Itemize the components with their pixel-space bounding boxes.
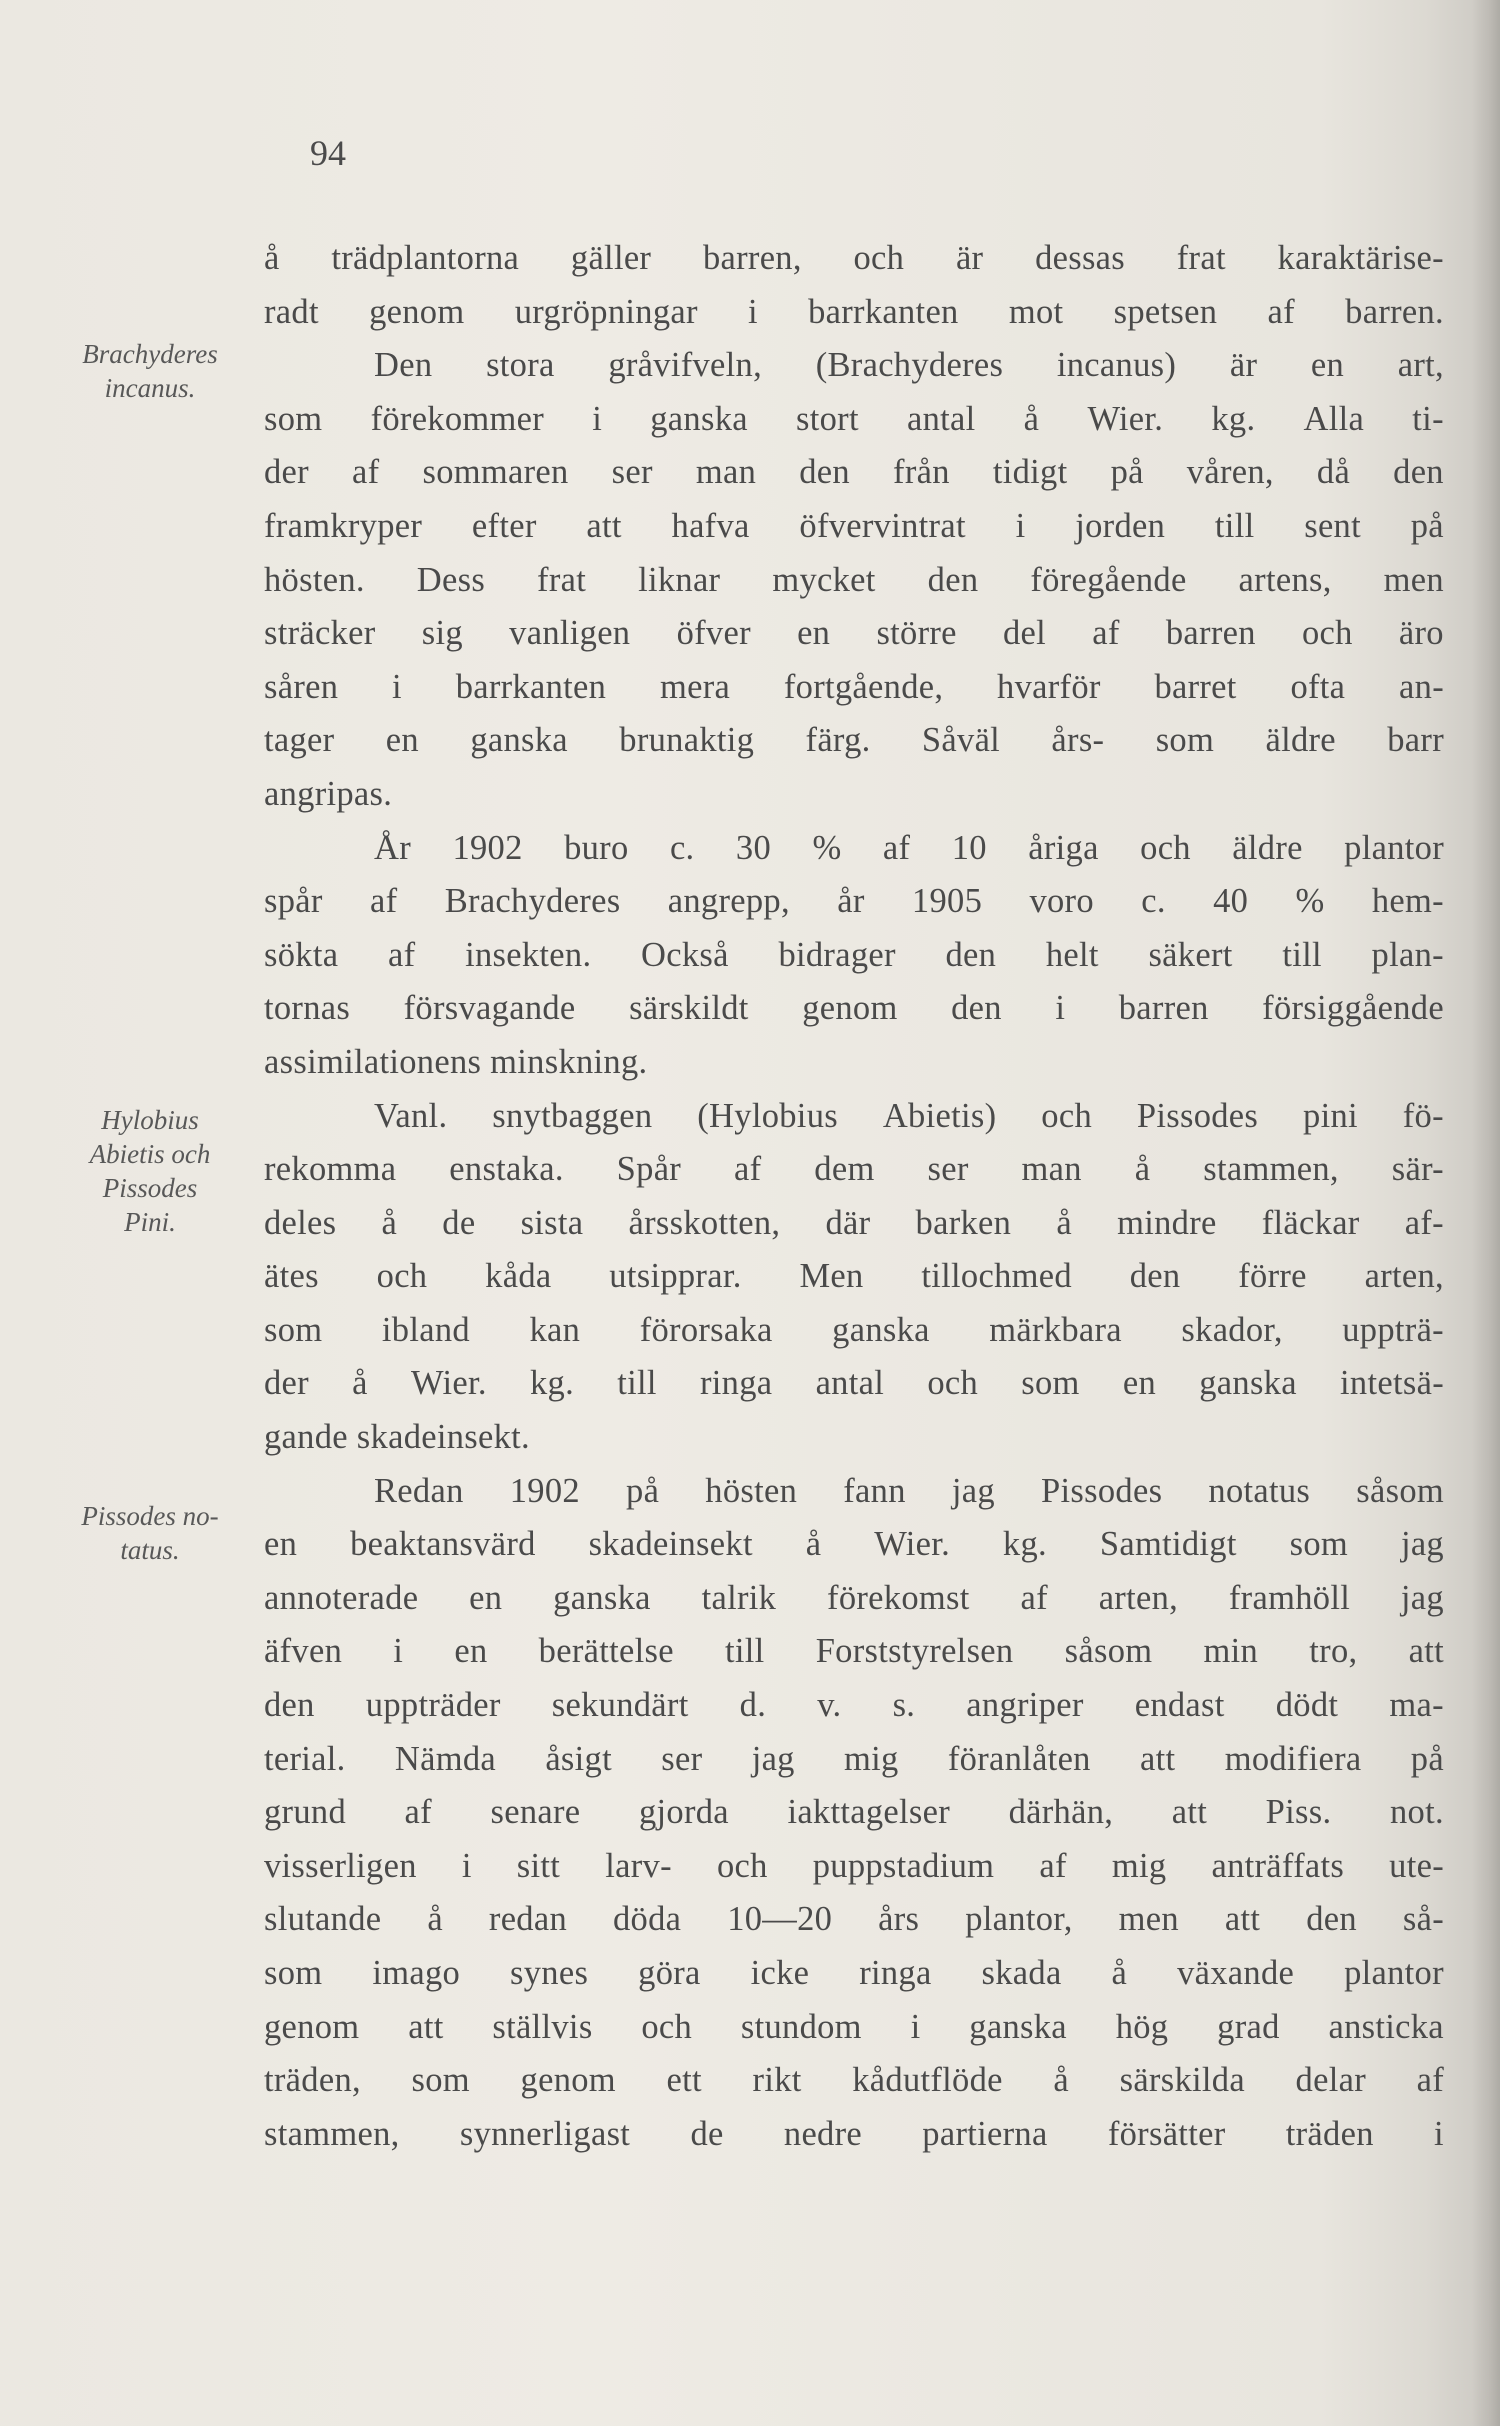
page-number: 94 bbox=[310, 133, 346, 173]
margin-note-line: incanus. bbox=[104, 373, 196, 403]
margin-note-line: Pissodes bbox=[102, 1173, 198, 1203]
margin-note-brachyderes bbox=[55, 337, 245, 405]
text-line: den uppträder sekundärt d. v. s. angriper endast dödt ma- bbox=[264, 1686, 1444, 1725]
text-line: År 1902 buro c. 30 % af 10 åriga och äldre plantor bbox=[374, 828, 1444, 867]
margin-note-line: Abietis och bbox=[89, 1139, 211, 1169]
text-line: gande skadeinsekt. bbox=[264, 1418, 530, 1457]
margin-note-line: tatus. bbox=[120, 1535, 180, 1565]
text-line: der af sommaren ser man den från tidigt på våren, då den bbox=[264, 453, 1444, 492]
text-line: hösten. Dess frat liknar mycket den föregående artens, men bbox=[264, 560, 1444, 599]
text-line: sökta af insekten. Också bidrager den helt säkert till plan- bbox=[264, 935, 1444, 974]
text-line: som förekommer i ganska stort antal å Wier. kg. Alla ti- bbox=[264, 399, 1444, 438]
text-line: sträcker sig vanligen öfver en större del af barren och äro bbox=[264, 614, 1444, 653]
text-line: tager en ganska brunaktig färg. Såväl års- som äldre barr bbox=[264, 721, 1444, 760]
text-line: Vanl. snytbaggen (Hylobius Abietis) och Pissodes pini fö- bbox=[374, 1096, 1444, 1135]
text-line: Den stora gråvifveln, (Brachyderes incanus) är en art, bbox=[374, 346, 1444, 385]
text-line: såren i barrkanten mera fortgående, hvarför barret ofta an- bbox=[264, 667, 1444, 706]
margin-note-line: Hylobius bbox=[101, 1105, 199, 1135]
text-line: Redan 1902 på hösten fann jag Pissodes notatus såsom bbox=[374, 1471, 1444, 1510]
text-line: genom att ställvis och stundom i ganska hög grad ansticka bbox=[264, 2007, 1444, 2046]
text-line: som imago synes göra icke ringa skada å växande plantor bbox=[264, 1954, 1444, 1992]
margin-note-hylobius-pissodes bbox=[55, 1103, 245, 1239]
text-line: äfven i en berättelse till Forststyrelsen såsom min tro, att bbox=[264, 1632, 1444, 1671]
text-line: radt genom urgröpningar i barrkanten mot spetsen af barren. bbox=[264, 292, 1444, 331]
text-line: visserligen i sitt larv- och puppstadium af mig anträffats ute- bbox=[264, 1846, 1444, 1885]
text-line: ätes och kåda utsipprar. Men tillochmed den förre arten, bbox=[264, 1257, 1444, 1296]
text-line: deles å de sista årsskotten, där barken å mindre fläckar af- bbox=[264, 1203, 1444, 1242]
text-line: framkryper efter att hafva öfvervintrat i jorden till sent på bbox=[264, 506, 1444, 545]
text-line: grund af senare gjorda iakttagelser därhän, att Piss. not. bbox=[264, 1793, 1444, 1832]
text-line: terial. Nämda åsigt ser jag mig föranlåten att modifiera på bbox=[264, 1739, 1444, 1778]
text-line: å trädplantorna gäller barren, och är dessas frat karaktärise- bbox=[264, 239, 1444, 277]
text-line: som ibland kan förorsaka ganska märkbara skador, uppträ- bbox=[264, 1310, 1444, 1349]
text-line: assimilationens minskning. bbox=[264, 1042, 648, 1081]
text-line: der å Wier. kg. till ringa antal och som en ganska intetsä- bbox=[264, 1364, 1444, 1403]
text-line: slutande å redan döda 10—20 års plantor, men att den så- bbox=[264, 1900, 1444, 1939]
text-line: rekomma enstaka. Spår af dem ser man å stammen, sär- bbox=[264, 1150, 1444, 1189]
margin-note-line: Pini. bbox=[124, 1207, 176, 1237]
margin-note-pissodes-notatus bbox=[55, 1499, 245, 1567]
page-edge-shadow bbox=[1472, 0, 1500, 2426]
text-line: en beaktansvärd skadeinsekt å Wier. kg. Samtidigt som jag bbox=[264, 1525, 1444, 1564]
text-line: träden, som genom ett rikt kådutflöde å särskilda delar af bbox=[264, 2061, 1444, 2100]
body-text bbox=[264, 232, 1444, 2161]
text-line: stammen, synnerligast de nedre partierna försätter träden i bbox=[264, 2114, 1444, 2153]
text-line: spår af Brachyderes angrepp, år 1905 voro c. 40 % hem- bbox=[264, 882, 1444, 921]
text-line: angripas. bbox=[264, 774, 393, 813]
margin-note-line: Brachyderes bbox=[82, 339, 218, 369]
text-line: annoterade en ganska talrik förekomst af arten, framhöll jag bbox=[264, 1578, 1444, 1617]
margin-note-line: Pissodes no- bbox=[81, 1501, 219, 1531]
text-line: tornas försvagande särskildt genom den i barren försiggående bbox=[264, 989, 1444, 1028]
